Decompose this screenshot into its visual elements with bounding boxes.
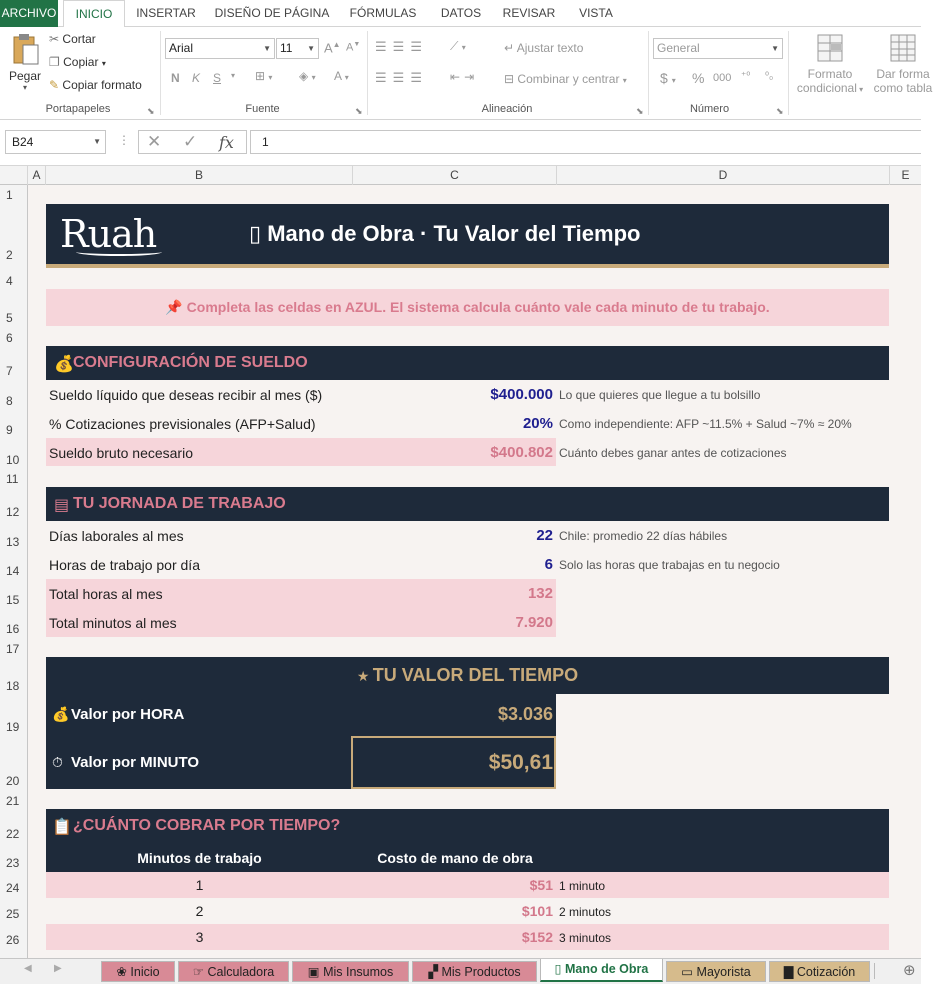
value-total-minutos: 7.920 — [515, 614, 553, 631]
chevron-down-icon: ▼ — [263, 44, 271, 53]
row-header[interactable]: 10 — [6, 453, 20, 467]
bold-button[interactable]: N — [171, 71, 180, 85]
col-header-costo: Costo de mano de obra — [377, 850, 533, 866]
orientation-button[interactable]: ⟋ ▾ — [450, 39, 466, 53]
dialog-launcher-icon[interactable]: ⬊ — [147, 106, 155, 116]
format-as-table-button[interactable] — [868, 32, 938, 95]
section-header-valor — [46, 657, 889, 694]
wrap-text-icon: ↵ — [504, 41, 515, 55]
label-sueldo-bruto: Sueldo bruto necesario — [49, 445, 193, 461]
tab-separator — [874, 963, 875, 979]
conditional-format-icon — [815, 32, 845, 64]
formula-input[interactable]: 1 — [250, 130, 921, 154]
row-header[interactable]: 12 — [6, 505, 20, 519]
products-icon: ▞ — [428, 965, 438, 979]
title-banner — [46, 204, 889, 264]
sheet-icon: ▯ — [554, 962, 562, 976]
decrease-decimal-button[interactable] — [765, 71, 773, 82]
align-center-icon: ☰ — [392, 70, 411, 85]
decimal-increase-icon: ⁺⁰ — [741, 71, 751, 82]
note-sueldo-bruto: Cuánto debes ganar antes de cotizaciones — [559, 446, 787, 460]
merge-icon: ⊟ — [504, 72, 515, 86]
row-header[interactable]: 20 — [6, 774, 20, 788]
formula-bar — [0, 120, 921, 165]
font-name-select[interactable] — [165, 38, 275, 59]
row-header[interactable]: 6 — [6, 331, 13, 345]
note-cotizaciones: Como independiente: AFP ~11.5% + Salud ~7% ≈ 20% — [559, 417, 852, 431]
row-header[interactable]: 23 — [6, 856, 20, 870]
section-title-jornada: TU JORNADA DE TRABAJO — [73, 495, 286, 512]
currency-icon: $ — [660, 70, 668, 86]
sheet-tab-label: Mayorista — [696, 965, 751, 979]
underline-button[interactable]: S — [213, 71, 222, 85]
row-header[interactable]: 26 — [6, 933, 20, 947]
ribbon-tab-bar — [0, 0, 921, 27]
row-header[interactable]: 2 — [6, 248, 13, 262]
sheet-tab-mayorista[interactable] — [666, 961, 766, 982]
input-horas-dia[interactable]: 6 — [544, 556, 553, 573]
merge-label: Combinar y centrar — [517, 72, 620, 86]
col-header-minutos: Minutos de trabajo — [137, 850, 262, 866]
cell-cost: $51 — [529, 877, 553, 893]
label-valor-hora: Valor por HORA — [71, 706, 185, 723]
ruah-logo: Ruah — [60, 212, 157, 256]
section-title-sueldo: CONFIGURACIÓN DE SUELDO — [73, 354, 308, 371]
row-header[interactable]: 25 — [6, 907, 20, 921]
tab-insertar[interactable]: INSERTAR — [136, 6, 196, 20]
label-total-minutos: Total minutos al mes — [49, 615, 177, 631]
font-color-button[interactable]: A ▾ — [334, 69, 349, 83]
column-header-c[interactable]: C — [353, 166, 557, 185]
font-size-select[interactable] — [276, 38, 319, 59]
title-underline — [46, 264, 889, 268]
row-header[interactable]: 5 — [6, 311, 13, 325]
group-label-fuente: Fuente — [245, 103, 280, 115]
worksheet[interactable] — [28, 185, 921, 958]
sheet-tab-label: Calculadora — [207, 965, 275, 979]
indent-decrease-icon: ⇤ — [450, 70, 465, 84]
calendar-icon: ▤ — [54, 497, 70, 514]
section-header-sueldo — [46, 346, 889, 380]
tab-datos[interactable]: DATOS — [440, 6, 482, 20]
row-headers — [0, 185, 28, 958]
column-header-a[interactable]: A — [28, 166, 46, 185]
cut-button[interactable] — [49, 32, 96, 46]
select-all-corner[interactable] — [0, 166, 28, 185]
row-header[interactable]: 16 — [6, 622, 20, 636]
sheet-tab-label: Cotización — [796, 965, 856, 979]
tab-vista[interactable]: VISTA — [579, 6, 613, 20]
paint-bucket-icon: ◈ — [299, 69, 309, 83]
chevron-down-icon: ▼ — [93, 137, 101, 146]
group-separator — [788, 31, 789, 115]
row-header[interactable]: 18 — [6, 679, 20, 693]
indent-increase-icon: ⇥ — [464, 70, 479, 84]
valor-header-wrap — [46, 665, 889, 686]
row-header[interactable]: 24 — [6, 881, 20, 895]
note-dias-laborales: Chile: promedio 22 días hábiles — [559, 529, 728, 543]
conditional-format-button[interactable] — [793, 32, 867, 95]
format-painter-button[interactable] — [49, 78, 142, 92]
wrap-text-button[interactable] — [504, 41, 583, 55]
conditional-format-label-2: condicional ▾ — [796, 81, 864, 95]
ribbon — [0, 27, 933, 120]
sheet-tab-label: Mis Insumos — [323, 965, 394, 979]
copy-button[interactable] — [49, 55, 106, 69]
paste-label: Pegar — [8, 69, 42, 83]
section-header-jornada — [46, 487, 889, 521]
sheet-tab-mis-productos[interactable] — [412, 961, 537, 982]
cell-note: 3 minutos — [559, 931, 612, 945]
merge-center-button[interactable]: ⊟ Combinar y centrar ▾ — [504, 72, 627, 86]
font-name-value: Arial — [169, 41, 194, 55]
font-size-value: 11 — [280, 41, 293, 55]
number-format-select[interactable] — [653, 38, 783, 59]
increase-decimal-button[interactable] — [741, 71, 750, 82]
chevron-down-icon: ▾ — [231, 71, 236, 80]
dialog-launcher-icon[interactable]: ⬊ — [776, 106, 784, 116]
label-dias-laborales: Días laborales al mes — [49, 528, 184, 544]
input-dias-laborales[interactable]: 22 — [536, 527, 553, 544]
sheet-tab-mano-de-obra[interactable] — [540, 959, 663, 982]
note-horas-dia: Solo las horas que trabajas en tu negocio — [559, 558, 780, 572]
value-total-horas: 132 — [527, 585, 553, 602]
value-valor-minuto: $50,61 — [488, 751, 553, 774]
clock-icon: ⏱ — [52, 754, 63, 770]
sheet-tab-mis-insumos[interactable] — [292, 961, 409, 982]
format-table-label-1: Dar forma — [876, 67, 930, 81]
cell-cost: $101 — [521, 903, 553, 919]
row-header[interactable]: 14 — [6, 564, 20, 578]
group-label-alineacion: Alineación — [481, 103, 533, 115]
value-sueldo-bruto: $400.802 — [490, 444, 553, 461]
tab-revisar[interactable]: REVISAR — [502, 6, 556, 20]
wrap-text-label: Ajustar texto — [516, 41, 584, 55]
border-icon: ⊞ — [255, 69, 266, 83]
text-orientation-icon: ⟋ — [450, 39, 459, 53]
currency-button[interactable]: $ ▾ — [660, 70, 676, 86]
scissors-icon: ✂ — [49, 32, 60, 46]
percent-button[interactable]: % — [692, 70, 705, 86]
sheet-tab-label: Mis Productos — [441, 965, 521, 979]
chevron-down-icon: ▾ — [101, 59, 106, 68]
align-left-icon: ☰ — [375, 70, 393, 85]
horizontal-align-buttons[interactable] — [375, 70, 428, 86]
cancel-icon[interactable]: ✕ — [147, 132, 162, 151]
brush-icon: ✎ — [49, 78, 60, 92]
font-color-icon: A — [334, 69, 342, 83]
dialog-launcher-icon[interactable]: ⬊ — [636, 106, 644, 116]
row-header[interactable]: 8 — [6, 394, 13, 408]
column-header-e[interactable]: E — [901, 168, 910, 182]
row-header[interactable]: 4 — [6, 274, 13, 288]
cell-minutes[interactable]: 2 — [195, 903, 204, 919]
label-cotizaciones: % Cotizaciones previsionales (AFP+Salud) — [49, 416, 316, 432]
chevron-down-icon: ▼ — [771, 44, 779, 53]
label-sueldo-liquido: Sueldo líquido que deseas recibir al mes ($) — [49, 387, 323, 403]
sheet-tab-label: Mano de Obra — [565, 962, 649, 976]
italic-button[interactable]: K — [192, 71, 201, 85]
cell-minutes[interactable]: 1 — [195, 877, 204, 893]
cell-minutes[interactable]: 3 — [195, 929, 204, 945]
tab-diseno-pagina[interactable]: DISEÑO DE PÁGINA — [214, 6, 330, 20]
thousands-button[interactable]: 000 — [713, 72, 732, 84]
tab-archivo[interactable]: ARCHIVO — [0, 0, 58, 27]
dialog-launcher-icon[interactable]: ⬊ — [355, 106, 363, 116]
group-label-numero: Número — [689, 103, 730, 115]
paste-button[interactable] — [6, 32, 44, 98]
clipboard-icon — [10, 32, 40, 66]
note-sueldo-liquido: Lo que quieres que llegue a tu bolsillo — [559, 388, 761, 402]
money-bag-icon: 💰 — [52, 706, 70, 722]
truck-icon: ▭ — [681, 965, 694, 979]
section-title-cobrar: ¿CUÁNTO COBRAR POR TIEMPO? — [73, 817, 341, 834]
clipboard-icon: 📋 — [52, 819, 72, 836]
copy-icon: ❐ — [49, 55, 60, 69]
page-title: ▯ Mano de Obra · Tu Valor del Tiempo — [249, 221, 641, 246]
row-header[interactable]: 11 — [6, 472, 19, 486]
decimal-decrease-icon: ⁰₀ — [765, 71, 774, 82]
input-sueldo-liquido[interactable]: $400.000 — [490, 386, 553, 403]
add-sheet-icon[interactable]: ⊕ — [903, 962, 916, 979]
borders-button[interactable]: ⊞ ▾ — [255, 69, 273, 83]
chevron-down-icon: ▼ — [307, 44, 315, 53]
row-header[interactable]: 21 — [6, 794, 20, 808]
row-header[interactable]: 19 — [6, 720, 20, 734]
label-horas-dia: Horas de trabajo por día — [49, 557, 200, 573]
label-total-horas: Total horas al mes — [49, 586, 163, 602]
insert-function-icon[interactable]: fx — [219, 133, 234, 152]
instruction-banner — [46, 289, 889, 326]
fill-color-button[interactable]: ◈ ▾ — [299, 69, 316, 83]
formula-buttons — [138, 130, 247, 154]
confirm-icon[interactable]: ✓ — [183, 132, 198, 151]
scroll-left-icon[interactable]: ◀ — [24, 963, 32, 974]
column-header-b[interactable]: B — [46, 166, 353, 185]
sheet-tab-label: Inicio — [130, 965, 160, 979]
label-valor-minuto: Valor por MINUTO — [71, 754, 200, 771]
row-header[interactable]: 13 — [6, 535, 20, 549]
align-bottom-icon: ☰ — [410, 39, 428, 54]
instruction-text: 📌 Completa las celdas en AZUL. El sistema calcula cuánto vale cada minuto de tu trabajo. — [165, 299, 770, 315]
tab-inicio[interactable]: INICIO — [63, 0, 125, 28]
section-title-valor: TU VALOR DEL TIEMPO — [372, 665, 579, 685]
conditional-format-label-1: Formato — [807, 67, 853, 81]
format-table-label-2: como tabla — [873, 81, 933, 95]
cell-cost: $152 — [521, 929, 553, 945]
group-label-portapapeles: Portapapeles — [45, 103, 111, 115]
chevron-down-icon: ▾ — [22, 83, 27, 92]
copy-label: Copiar — [63, 55, 99, 69]
scroll-right-icon[interactable]: ▶ — [54, 963, 62, 974]
align-right-icon: ☰ — [410, 70, 428, 85]
align-middle-icon: ☰ — [392, 39, 411, 54]
column-header-d[interactable]: D — [557, 166, 890, 185]
sheet-tab-cotizacion[interactable] — [769, 961, 870, 982]
name-box[interactable] — [5, 130, 106, 154]
column-headers — [0, 165, 921, 185]
shrink-font-button[interactable]: A▼ — [346, 41, 361, 54]
pointer-icon: ☞ — [192, 965, 204, 979]
document-icon: ▇ — [783, 965, 794, 979]
indent-buttons[interactable] — [450, 70, 478, 84]
row-header[interactable]: 7 — [6, 364, 13, 378]
row-header[interactable]: 9 — [6, 423, 13, 437]
tab-formulas[interactable]: FÓRMULAS — [349, 6, 417, 20]
table-icon — [888, 32, 918, 64]
row-header[interactable]: 17 — [6, 642, 20, 656]
cell-note: 1 minuto — [559, 879, 606, 893]
more-options-icon[interactable]: ⋮ — [118, 133, 130, 147]
grow-font-button[interactable]: A▲ — [324, 40, 341, 56]
section-header-cobrar — [46, 809, 889, 872]
sheet-tab-inicio[interactable] — [101, 961, 175, 982]
number-format-value: General — [657, 41, 700, 55]
format-painter-label: Copiar formato — [62, 78, 142, 92]
logo-swoosh — [76, 248, 162, 256]
box-icon: ▣ — [307, 965, 320, 979]
vertical-align-buttons[interactable] — [375, 39, 428, 55]
cell-reference: B24 — [12, 135, 34, 149]
star-icon: ★ — [356, 668, 370, 684]
flower-icon: ❀ — [116, 965, 127, 979]
cut-label: Cortar — [62, 32, 96, 46]
value-valor-hora: $3.036 — [497, 704, 553, 724]
row-header[interactable]: 15 — [6, 593, 20, 607]
cell-note: 2 minutos — [559, 905, 612, 919]
input-cotizaciones[interactable]: 20% — [522, 415, 553, 432]
money-bag-icon: 💰 — [54, 356, 74, 373]
sheet-tab-calculadora[interactable] — [178, 961, 289, 982]
row-header[interactable]: 1 — [6, 188, 13, 202]
align-top-icon: ☰ — [375, 39, 393, 54]
sheet-tab-bar — [0, 958, 921, 984]
row-header[interactable]: 22 — [6, 827, 20, 841]
